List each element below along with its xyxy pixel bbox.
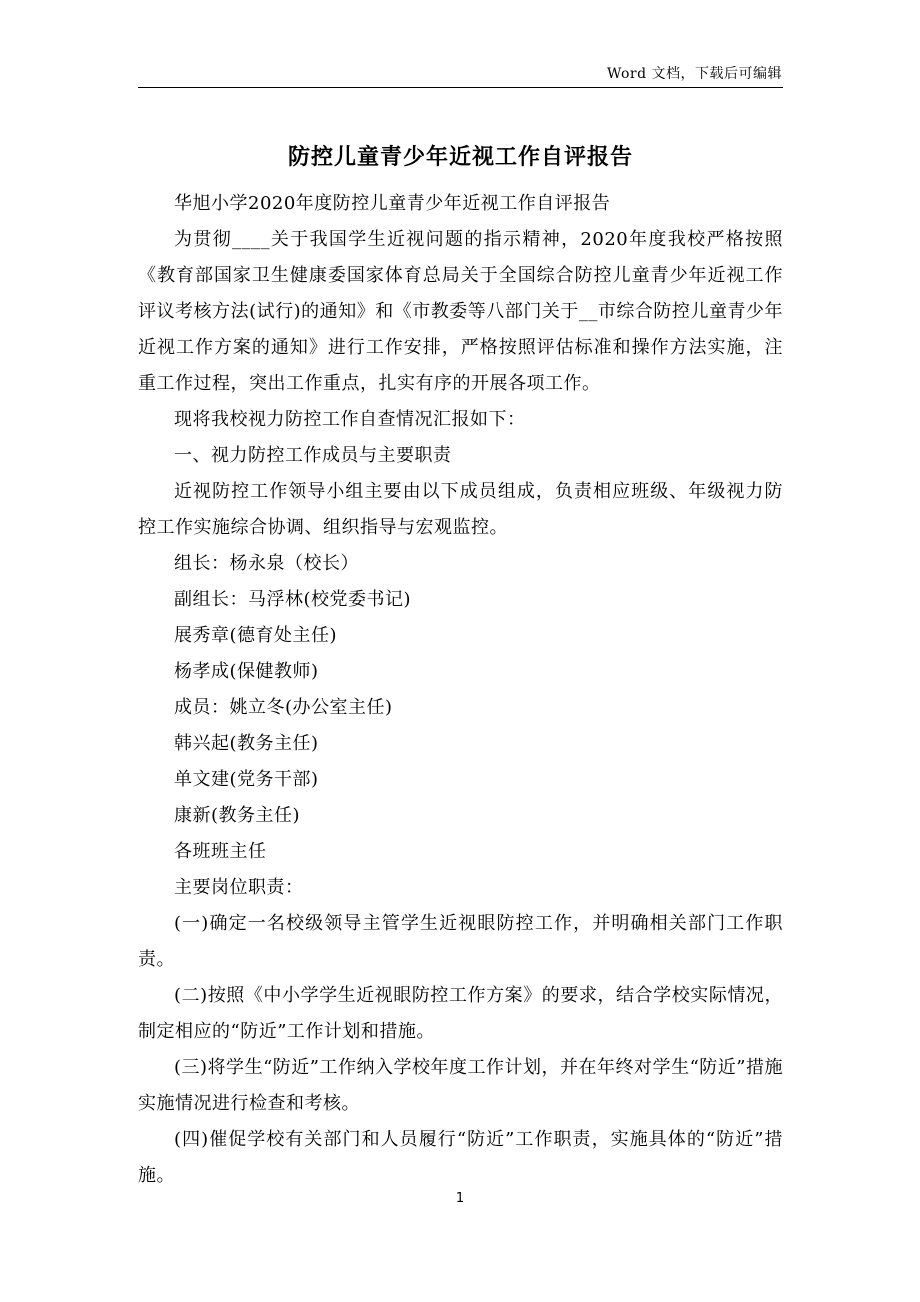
member-line: 各班班主任 [174, 841, 267, 862]
member-line: 成员：姚立冬(办公室主任) [174, 697, 393, 718]
paragraph: 主要岗位职责： [174, 877, 304, 898]
page-number: 1 [455, 1191, 465, 1206]
member-line: 单文建(党务干部) [174, 769, 319, 790]
duty-item: (四)催促学校有关部门和人员履行“防近”工作职责，实施具体的“防近”措施。 [138, 1129, 783, 1186]
document-body [138, 186, 783, 1194]
duty-item: (二)按照《中小学学生近视眼防控工作方案》的要求，结合学校实际情况，制定相应的“防近”工作计划和措施。 [138, 985, 783, 1042]
paragraph: 现将我校视力防控工作自查情况汇报如下： [174, 409, 526, 430]
member-line: 组长：杨永泉（校长） [174, 553, 359, 574]
duty-item: (三)将学生“防近”工作纳入学校年度工作计划，并在年终对学生“防近”措施实施情况进行检查和考核。 [138, 1057, 783, 1114]
duty-item: (一)确定一名校级领导主管学生近视眼防控工作，并明确相关部门工作职责。 [138, 913, 783, 970]
member-line: 展秀章(德育处主任) [174, 625, 338, 646]
paragraph: 为贯彻____关于我国学生近视问题的指示精神，2020年度我校严格按照《教育部国家卫生健康委国家体育总局关于全国综合防控儿童青少年近视工作评议考核方法(试行)的通知》和《市教委等八部门关于__市综合防控儿童青少年近视工作方案的通知》进行工作安排，严格按照评估标准和操作方法实施，注重工作过程，突出工作重点，扎实有序的开展各项工作。 [138, 229, 783, 394]
paragraph: 华旭小学2020年度防控儿童青少年近视工作自评报告 [174, 193, 611, 214]
section-heading: 一、视力防控工作成员与主要职责 [174, 445, 452, 466]
member-line: 杨孝成(保健教师) [174, 661, 319, 682]
page-header: Word 文档，下载后可编辑 [607, 66, 782, 82]
member-line: 副组长：马浮林(校党委书记) [174, 589, 412, 610]
document-title: 防控儿童青少年近视工作自评报告 [287, 144, 633, 170]
member-line: 康新(教务主任) [174, 805, 301, 826]
paragraph: 近视防控工作领导小组主要由以下成员组成，负责相应班级、年级视力防控工作实施综合协调、组织指导与宏观监控。 [138, 481, 783, 538]
member-line: 韩兴起(教务主任) [174, 733, 319, 754]
header-divider [138, 87, 783, 88]
